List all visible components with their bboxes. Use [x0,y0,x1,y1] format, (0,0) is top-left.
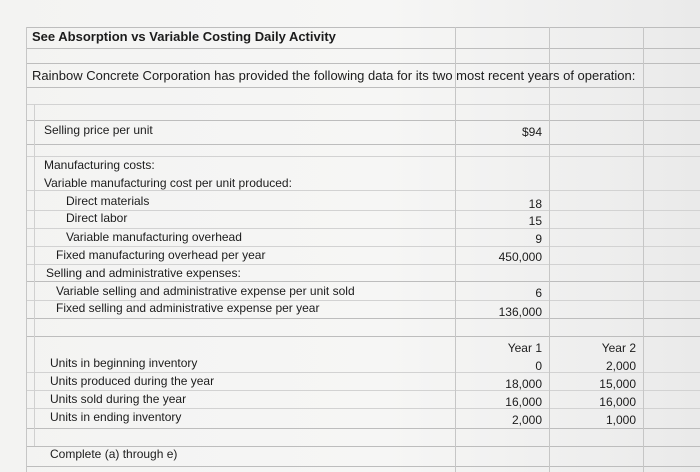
grid-line [643,27,644,472]
fixed-overhead-label: Fixed manufacturing overhead per year [56,248,266,262]
grid-line [549,27,550,472]
grid-line [26,120,700,121]
table-row-label: Units in ending inventory [50,410,182,424]
grid-line [26,27,27,472]
direct-materials-label: Direct materials [66,194,150,208]
grid-line [26,318,700,319]
intro-text: Rainbow Concrete Corporation has provided the following data for its two most recent years of operation: [32,68,636,83]
variable-sga-value: 6 [535,286,542,300]
grid-line [26,281,700,282]
grid-line [34,104,35,446]
manufacturing-heading: Manufacturing costs: [44,158,155,172]
grid-line [26,104,700,105]
table-cell-year2: 15,000 [599,377,636,391]
table-cell-year1: 0 [535,359,542,373]
direct-materials-value: 18 [528,197,542,211]
fixed-overhead-value: 450,000 [498,250,542,264]
selling-price-value: $94 [521,125,542,139]
variable-overhead-value: 9 [535,232,542,246]
table-cell-year1: 18,000 [505,377,542,391]
fixed-sga-label: Fixed selling and administrative expense per year [56,301,320,315]
table-cell-year1: 16,000 [505,395,542,409]
grid-line [26,48,700,49]
page-title: See Absorption vs Variable Costing Daily Activity [32,29,336,44]
year1-header: Year 1 [507,341,542,355]
grid-line [26,466,700,467]
grid-line [26,428,700,429]
variable-overhead-label: Variable manufacturing overhead [66,230,242,244]
fixed-sga-value: 136,000 [498,305,542,319]
grid-line [455,27,456,472]
table-row-label: Units in beginning inventory [50,356,198,370]
table-cell-year2: 1,000 [605,413,636,427]
selling-price-label: Selling price per unit [44,123,153,137]
table-cell-year2: 2,000 [605,359,636,373]
grid-line [26,336,700,337]
table-cell-year2: 16,000 [599,395,636,409]
variable-sga-label: Variable selling and administrative expense per unit sold [56,284,355,298]
grid-line [26,144,700,145]
grid-line [26,63,700,64]
direct-labor-label: Direct labor [66,211,128,225]
table-cell-year1: 2,000 [511,413,542,427]
direct-labor-value: 15 [528,214,542,228]
grid-line [26,27,700,28]
year2-header: Year 2 [601,341,636,355]
sga-heading: Selling and administrative expenses: [46,266,241,280]
footer-instruction: Complete (a) through e) [50,447,178,461]
grid-line [26,87,700,88]
variable-manufacturing-heading: Variable manufacturing cost per unit produced: [44,176,292,190]
table-row-label: Units produced during the year [50,374,215,388]
table-row-label: Units sold during the year [50,392,187,406]
